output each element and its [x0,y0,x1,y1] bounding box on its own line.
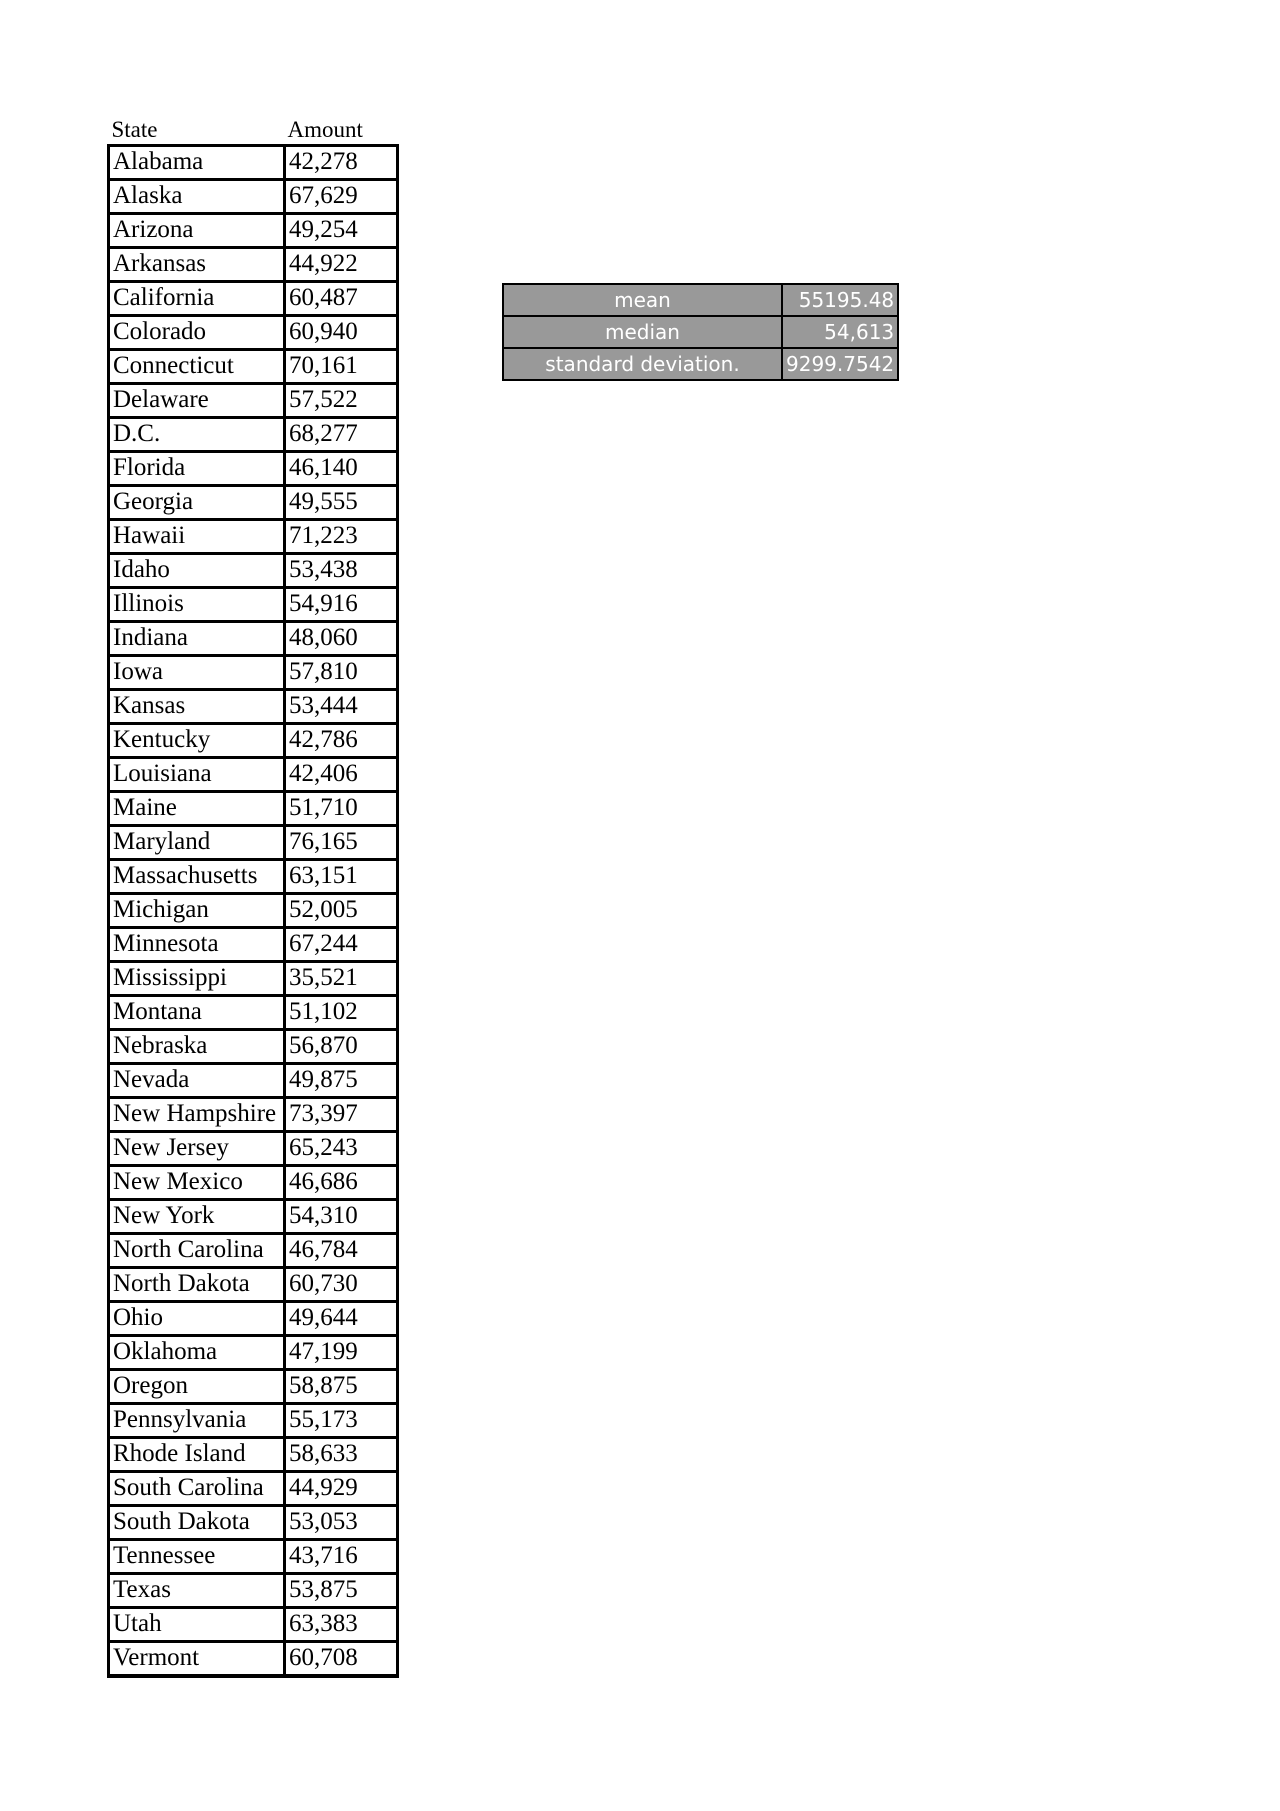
summary-statistics-table [502,283,899,381]
state-cell[interactable]: Arkansas [109,248,285,282]
amount-cell[interactable]: 67,244 [285,928,398,962]
amount-cell[interactable]: 46,686 [285,1166,398,1200]
amount-cell[interactable]: 47,199 [285,1336,398,1370]
amount-cell[interactable]: 49,254 [285,214,398,248]
amount-cell[interactable]: 60,940 [285,316,398,350]
amount-cell[interactable]: 53,875 [285,1574,398,1608]
state-cell[interactable]: North Carolina [109,1234,285,1268]
state-cell[interactable]: Hawaii [109,520,285,554]
amount-cell[interactable]: 53,444 [285,690,398,724]
table-row [109,1132,398,1166]
amount-cell[interactable]: 44,929 [285,1472,398,1506]
amount-cell[interactable]: 71,223 [285,520,398,554]
state-cell[interactable]: Nevada [109,1064,285,1098]
table-row [109,418,398,452]
state-cell[interactable]: Nebraska [109,1030,285,1064]
amount-cell[interactable]: 46,140 [285,452,398,486]
state-cell[interactable]: Florida [109,452,285,486]
amount-cell[interactable]: 63,151 [285,860,398,894]
state-cell[interactable]: Tennessee [109,1540,285,1574]
state-cell[interactable]: Arizona [109,214,285,248]
amount-column-header: Amount [287,117,363,142]
amount-cell[interactable]: 53,053 [285,1506,398,1540]
table-row [109,1302,398,1336]
state-cell[interactable]: Alaska [109,180,285,214]
state-column-header: State [111,117,158,142]
stat-label-cell[interactable]: mean [503,284,782,316]
state-cell[interactable]: Pennsylvania [109,1404,285,1438]
state-cell[interactable]: Colorado [109,316,285,350]
state-amount-table [107,116,399,1678]
state-cell[interactable]: Iowa [109,656,285,690]
table-row [109,1574,398,1608]
amount-cell[interactable]: 56,870 [285,1030,398,1064]
table-row [109,1336,398,1370]
table-row [109,384,398,418]
state-cell[interactable]: Idaho [109,554,285,588]
table-row [109,214,398,248]
table-row [109,996,398,1030]
state-cell[interactable]: South Carolina [109,1472,285,1506]
table-row [109,146,398,180]
state-cell[interactable]: Texas [109,1574,285,1608]
table-row [109,554,398,588]
amount-cell[interactable]: 46,784 [285,1234,398,1268]
state-cell[interactable]: New Hampshire [109,1098,285,1132]
state-cell[interactable]: North Dakota [109,1268,285,1302]
state-cell[interactable]: Utah [109,1608,285,1642]
amount-cell[interactable]: 58,633 [285,1438,398,1472]
state-cell[interactable]: Maine [109,792,285,826]
table-row [109,758,398,792]
state-cell[interactable]: Michigan [109,894,285,928]
table-row [109,486,398,520]
amount-cell[interactable]: 35,521 [285,962,398,996]
amount-cell[interactable]: 60,487 [285,282,398,316]
state-cell[interactable]: Louisiana [109,758,285,792]
amount-cell[interactable]: 73,397 [285,1098,398,1132]
table-row [109,1608,398,1642]
table-row [109,690,398,724]
amount-cell[interactable]: 65,243 [285,1132,398,1166]
table-header-row [109,116,398,146]
amount-cell[interactable]: 49,644 [285,1302,398,1336]
state-cell[interactable]: Vermont [109,1642,285,1677]
table-row [109,1030,398,1064]
table-row [109,1166,398,1200]
table-row [109,1234,398,1268]
amount-cell[interactable]: 76,165 [285,826,398,860]
table-row [109,1540,398,1574]
amount-cell[interactable]: 67,629 [285,180,398,214]
state-cell[interactable]: D.C. [109,418,285,452]
amount-cell[interactable]: 49,875 [285,1064,398,1098]
state-cell[interactable]: Mississippi [109,962,285,996]
table-row [109,1438,398,1472]
stat-value-cell[interactable]: 55195.48 [782,284,898,316]
state-cell[interactable]: Kentucky [109,724,285,758]
amount-cell[interactable]: 58,875 [285,1370,398,1404]
state-table-body [109,146,398,1677]
amount-cell[interactable]: 57,522 [285,384,398,418]
table-row [109,1472,398,1506]
amount-cell[interactable]: 42,406 [285,758,398,792]
table-row [109,1268,398,1302]
table-row [109,588,398,622]
state-cell[interactable]: Indiana [109,622,285,656]
stat-value-cell[interactable]: 9299.7542 [782,348,898,380]
table-row [109,1064,398,1098]
amount-cell[interactable]: 51,710 [285,792,398,826]
amount-cell[interactable]: 43,716 [285,1540,398,1574]
amount-cell[interactable]: 42,278 [285,146,398,180]
state-cell[interactable]: Oregon [109,1370,285,1404]
table-row [109,894,398,928]
table-row [109,860,398,894]
state-cell[interactable]: Oklahoma [109,1336,285,1370]
table-row [109,928,398,962]
amount-cell[interactable]: 60,708 [285,1642,398,1677]
table-row [109,792,398,826]
amount-cell[interactable]: 42,786 [285,724,398,758]
state-cell[interactable]: Delaware [109,384,285,418]
table-row [109,248,398,282]
table-row [109,520,398,554]
stat-row [503,284,898,316]
amount-cell[interactable]: 51,102 [285,996,398,1030]
state-cell[interactable]: New Mexico [109,1166,285,1200]
amount-cell[interactable]: 70,161 [285,350,398,384]
amount-cell[interactable]: 48,060 [285,622,398,656]
state-cell[interactable]: California [109,282,285,316]
state-cell[interactable]: Montana [109,996,285,1030]
table-row [109,350,398,384]
amount-cell[interactable]: 53,438 [285,554,398,588]
amount-cell[interactable]: 63,383 [285,1608,398,1642]
table-row [109,1506,398,1540]
table-row [109,316,398,350]
stat-row [503,316,898,348]
table-row [109,724,398,758]
amount-cell[interactable]: 60,730 [285,1268,398,1302]
state-cell[interactable]: New Jersey [109,1132,285,1166]
table-row [109,1642,398,1677]
stat-label-cell[interactable]: median [503,316,782,348]
state-cell[interactable]: Maryland [109,826,285,860]
amount-cell[interactable]: 52,005 [285,894,398,928]
stat-value-cell[interactable]: 54,613 [782,316,898,348]
table-row [109,1370,398,1404]
amount-cell[interactable]: 55,173 [285,1404,398,1438]
state-cell[interactable]: Minnesota [109,928,285,962]
state-cell[interactable]: Rhode Island [109,1438,285,1472]
amount-cell[interactable]: 68,277 [285,418,398,452]
state-cell[interactable]: South Dakota [109,1506,285,1540]
amount-cell[interactable]: 44,922 [285,248,398,282]
stat-label-cell[interactable]: standard deviation. [503,348,782,380]
amount-cell[interactable]: 57,810 [285,656,398,690]
state-cell[interactable]: Alabama [109,146,285,180]
amount-cell[interactable]: 49,555 [285,486,398,520]
table-row [109,452,398,486]
table-row [109,1098,398,1132]
table-row [109,1200,398,1234]
state-cell[interactable]: New York [109,1200,285,1234]
table-row [109,282,398,316]
table-row [109,962,398,996]
amount-cell[interactable]: 54,310 [285,1200,398,1234]
table-row [109,656,398,690]
state-cell[interactable]: Illinois [109,588,285,622]
table-row [109,1404,398,1438]
state-cell[interactable]: Georgia [109,486,285,520]
table-row [109,826,398,860]
table-row [109,622,398,656]
state-cell[interactable]: Ohio [109,1302,285,1336]
state-cell[interactable]: Kansas [109,690,285,724]
summary-statistics-body [503,284,898,380]
table-row [109,180,398,214]
state-cell[interactable]: Massachusetts [109,860,285,894]
amount-cell[interactable]: 54,916 [285,588,398,622]
stat-row [503,348,898,380]
state-cell[interactable]: Connecticut [109,350,285,384]
